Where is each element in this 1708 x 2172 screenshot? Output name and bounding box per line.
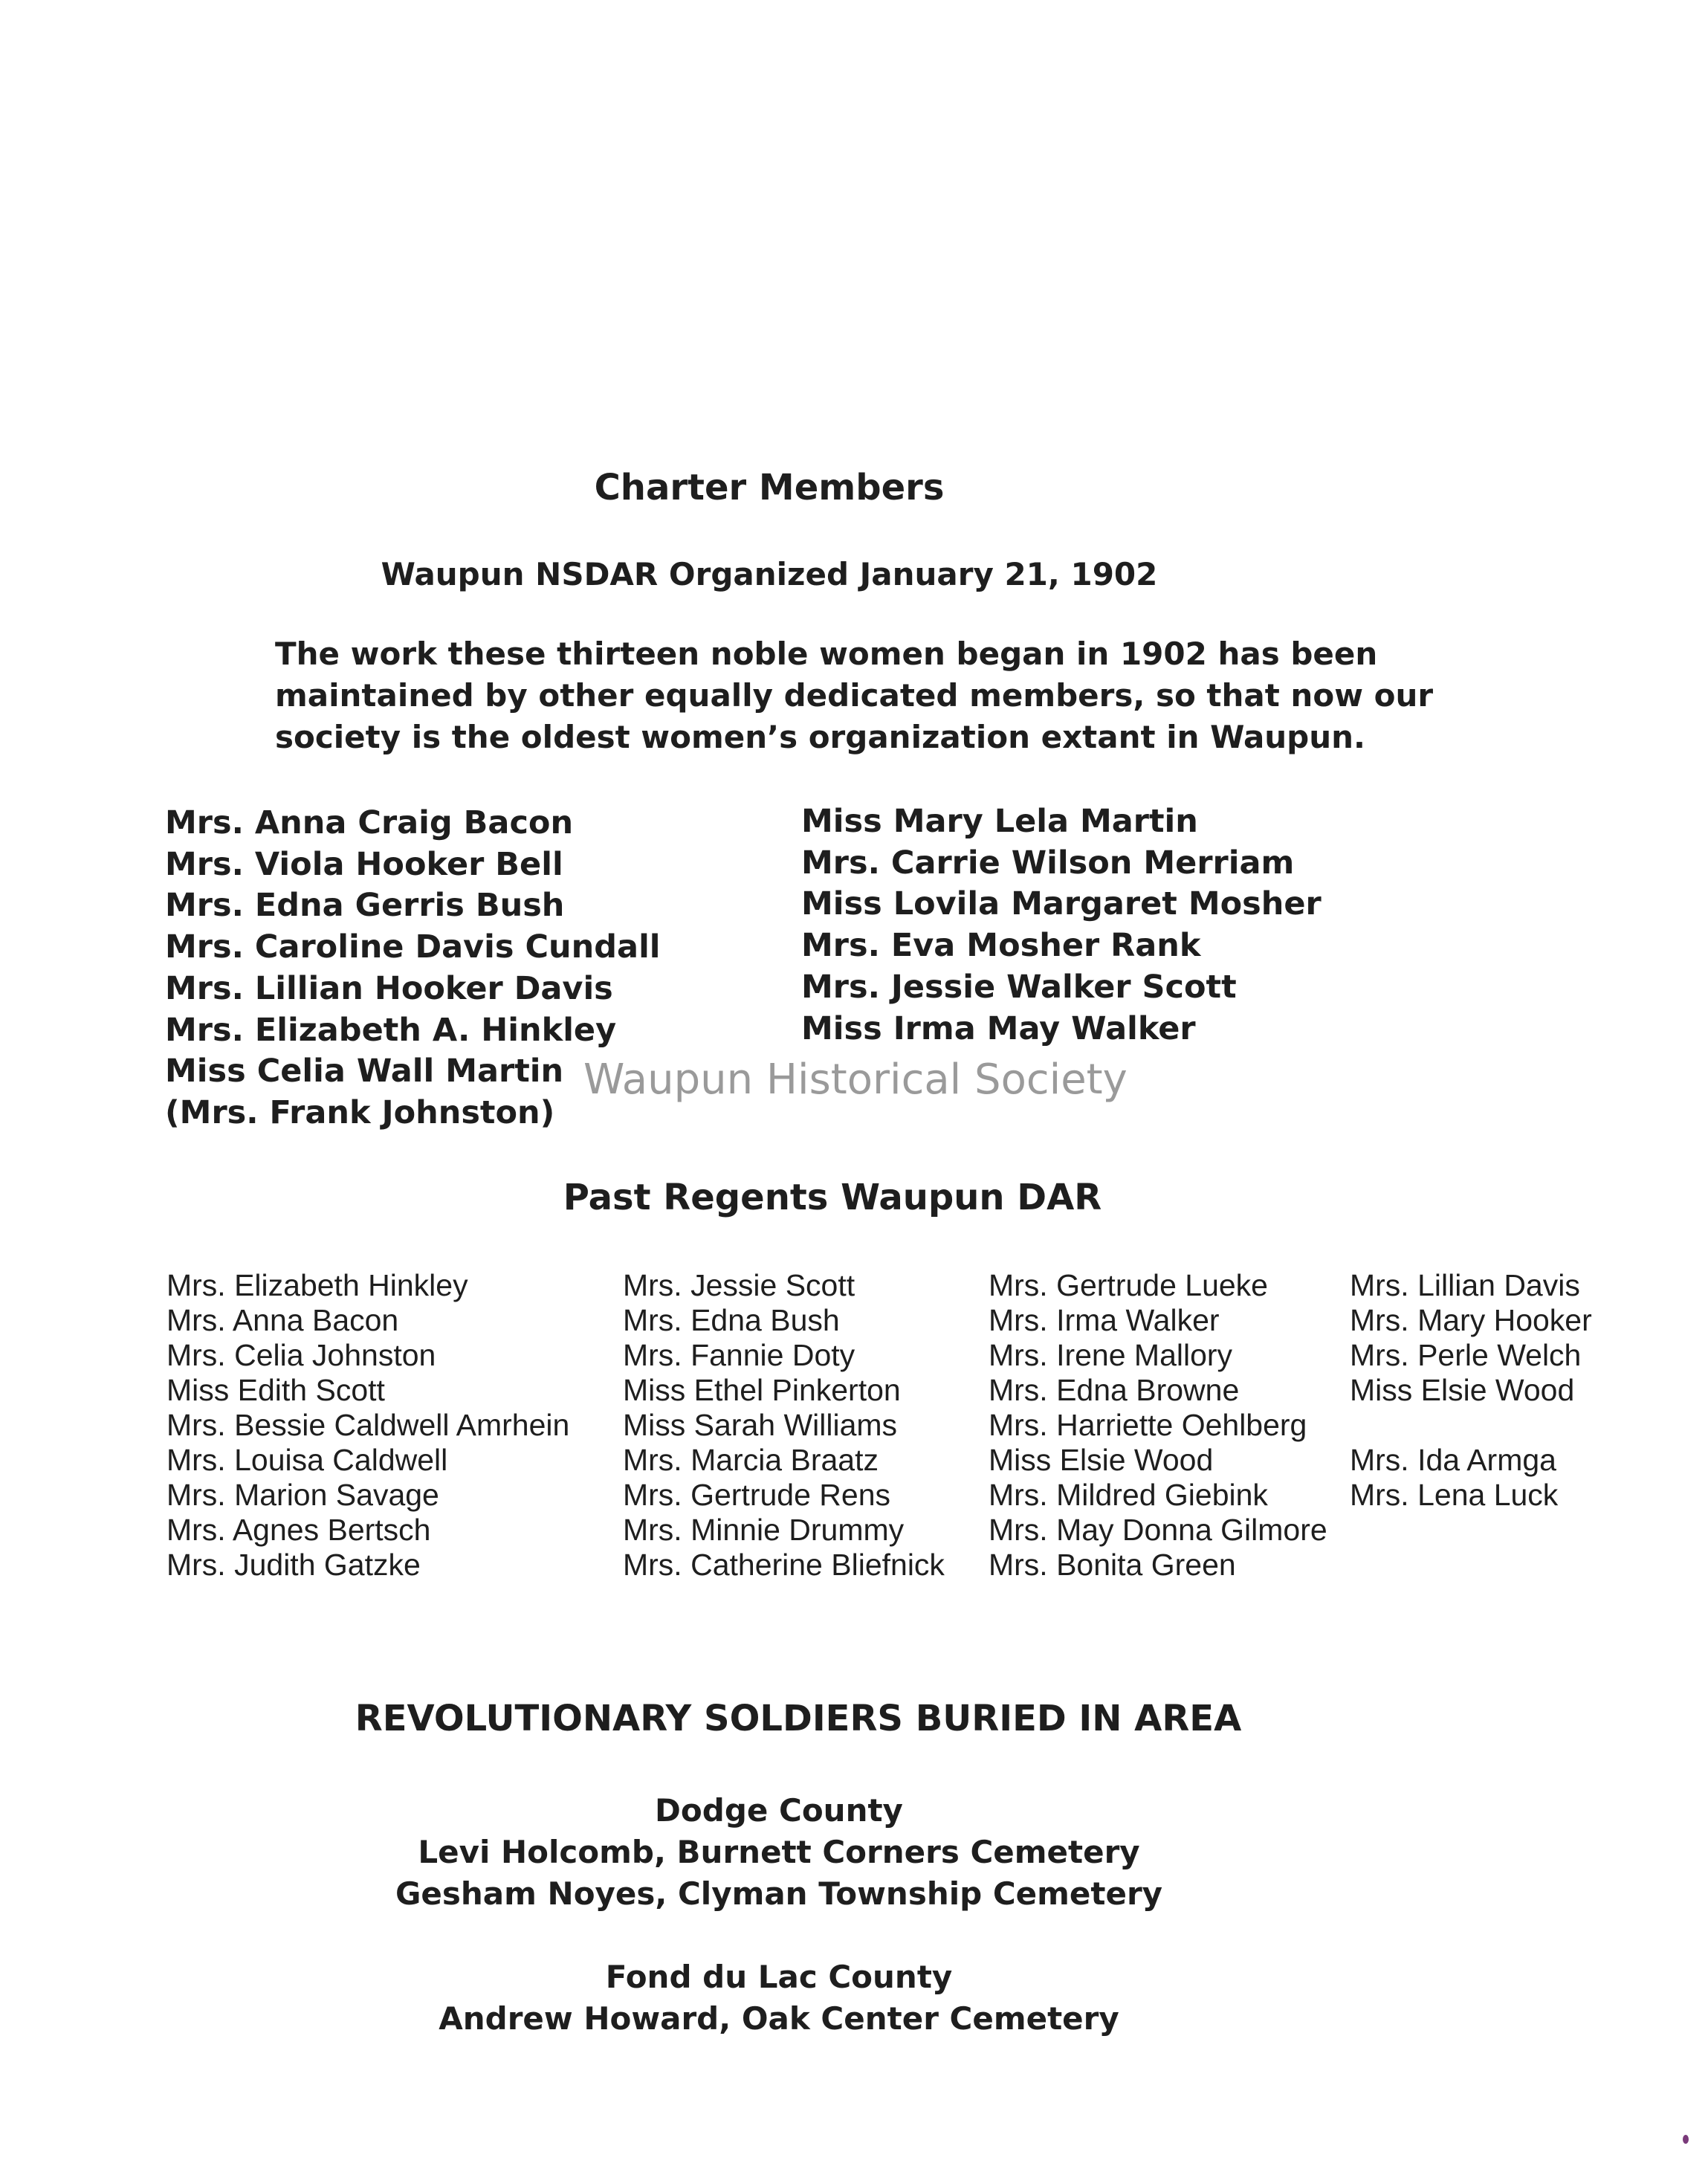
regent-name: Mrs. Celia Johnston [166, 1338, 436, 1372]
charter-member: Miss Celia Wall Martin [165, 1053, 564, 1090]
regent-name: Miss Sarah Williams [623, 1408, 898, 1442]
charter-member: Mrs. Viola Hooker Bell [165, 845, 563, 883]
charter-member: Mrs. Jessie Walker Scott [801, 968, 1237, 1006]
regent-name: Mrs. Mary Hooker [1350, 1303, 1592, 1337]
watermark: Waupun Historical Society [583, 1056, 1128, 1104]
charter-member: Mrs. Lillian Hooker Davis [165, 969, 613, 1007]
ink-speck [1683, 2135, 1689, 2144]
soldier-entry: Andrew Howard, Oak Center Cemetery [439, 2000, 1119, 2037]
regent-name: Mrs. Lena Luck [1350, 1478, 1559, 1512]
regent-name: Mrs. Bonita Green [989, 1548, 1236, 1582]
regent-name: Miss Elsie Wood [989, 1443, 1214, 1477]
charter-member: Mrs. Eva Mosher Rank [801, 927, 1201, 965]
regent-name: Mrs. Louisa Caldwell [166, 1443, 448, 1477]
fond-du-lac-county-block [0, 1956, 1558, 2040]
past-regents-title: Past Regents Waupun DAR [563, 1177, 1102, 1218]
charter-member: Mrs. Edna Gerris Bush [165, 887, 565, 925]
regents-column-3 [989, 1268, 1327, 1583]
charter-member: Miss Mary Lela Martin [801, 803, 1198, 840]
charter-subtitle: Waupun NSDAR Organized January 21, 1902 [381, 556, 1158, 592]
dodge-county-block [0, 1790, 1558, 1915]
regent-name: Mrs. Edna Browne [989, 1373, 1240, 1407]
soldier-entry: Gesham Noyes, Clyman Township Cemetery [395, 1875, 1163, 1912]
regent-name: Mrs. Perle Welch [1350, 1338, 1582, 1372]
regent-name: Mrs. Agnes Bertsch [166, 1513, 431, 1547]
county-name: Dodge County [655, 1792, 903, 1829]
regents-column-2 [623, 1268, 945, 1583]
regents-column-1 [166, 1268, 569, 1583]
regent-name: Mrs. Minnie Drummy [623, 1513, 905, 1547]
regent-name: Mrs. Marcia Braatz [623, 1443, 879, 1477]
charter-member: (Mrs. Frank Johnston) [165, 1093, 555, 1131]
regents-column-4 [1350, 1268, 1592, 1513]
charter-members-title: Charter Members [594, 467, 945, 508]
regent-name [1350, 1408, 1592, 1443]
regent-name: Miss Ethel Pinkerton [623, 1373, 901, 1407]
regent-name: Mrs. May Donna Gilmore [989, 1513, 1327, 1547]
regent-name: Mrs. Irma Walker [989, 1303, 1220, 1337]
regent-name: Mrs. Lillian Davis [1350, 1268, 1580, 1302]
regent-name: Mrs. Gertrude Lueke [989, 1268, 1268, 1302]
soldier-entry: Levi Holcomb, Burnett Corners Cemetery [418, 1834, 1140, 1870]
charter-member: Mrs. Carrie Wilson Merriam [801, 844, 1295, 882]
regent-name: Mrs. Judith Gatzke [166, 1548, 421, 1582]
regent-name: Mrs. Gertrude Rens [623, 1478, 890, 1512]
regent-name: Miss Elsie Wood [1350, 1373, 1575, 1407]
regent-name: Mrs. Ida Armga [1350, 1443, 1556, 1477]
regent-name: Mrs. Harriette Oehlberg [989, 1408, 1307, 1442]
regent-name: Mrs. Marion Savage [166, 1478, 439, 1512]
county-name: Fond du Lac County [605, 1959, 953, 1995]
regent-name: Mrs. Mildred Giebink [989, 1478, 1268, 1512]
charter-member: Mrs. Caroline Davis Cundall [165, 928, 661, 966]
charter-member: Miss Lovila Margaret Mosher [801, 885, 1322, 923]
regent-name: Mrs. Bessie Caldwell Amrhein [166, 1408, 570, 1442]
charter-member: Mrs. Anna Craig Bacon [165, 804, 574, 841]
regent-name: Mrs. Catherine Bliefnick [623, 1548, 945, 1582]
regent-name: Mrs. Jessie Scott [623, 1268, 855, 1302]
regent-name: Mrs. Anna Bacon [166, 1303, 399, 1337]
regent-name: Mrs. Edna Bush [623, 1303, 840, 1337]
regent-name: Mrs. Irene Mallory [989, 1338, 1233, 1372]
charter-members-right-list [801, 801, 1322, 1050]
regent-name: Mrs. Fannie Doty [623, 1338, 855, 1372]
regent-name: Miss Edith Scott [166, 1373, 385, 1407]
charter-member: Miss Irma May Walker [801, 1009, 1196, 1047]
regent-name: Mrs. Elizabeth Hinkley [166, 1268, 468, 1302]
charter-intro-paragraph: The work these thirteen noble women began in 1902 has been maintained by other equally dedicated members, so that now our society is the oldest women’s organization extant in Waupun. [275, 636, 1434, 755]
charter-member: Mrs. Elizabeth A. Hinkley [165, 1011, 617, 1049]
revolutionary-soldiers-title: REVOLUTIONARY SOLDIERS BURIED IN AREA [355, 1698, 1242, 1739]
